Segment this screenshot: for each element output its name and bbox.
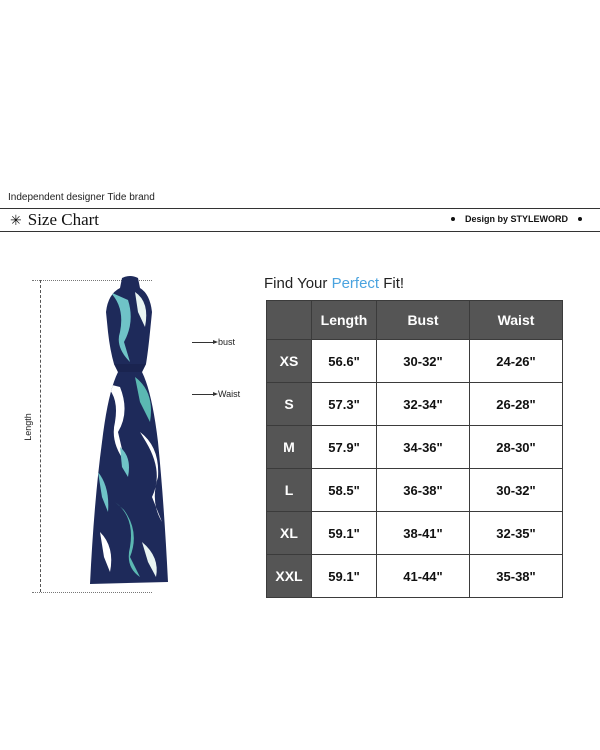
waist-cell: 30-32" bbox=[470, 469, 563, 512]
bust-cell: 34-36" bbox=[377, 426, 470, 469]
column-header-size bbox=[267, 301, 312, 340]
arrow-right-icon bbox=[192, 394, 216, 395]
length-bottom-guide bbox=[32, 592, 152, 593]
length-cell: 56.6" bbox=[312, 340, 377, 383]
length-cell: 58.5" bbox=[312, 469, 377, 512]
waist-cell: 35-38" bbox=[470, 555, 563, 598]
bullet-icon bbox=[451, 217, 455, 221]
size-chart-header bbox=[0, 208, 600, 232]
table-row bbox=[267, 469, 563, 512]
table-row bbox=[267, 512, 563, 555]
dress-illustration bbox=[20, 272, 260, 602]
table-title bbox=[264, 275, 404, 292]
size-cell: XXL bbox=[267, 555, 312, 598]
bust-cell: 32-34" bbox=[377, 383, 470, 426]
length-cell: 59.1" bbox=[312, 512, 377, 555]
brand-tagline: Independent designer Tide brand bbox=[8, 192, 155, 203]
header-title-text: Size Chart bbox=[27, 210, 100, 229]
waist-cell: 32-35" bbox=[470, 512, 563, 555]
bust-label: bust bbox=[218, 337, 236, 347]
bullet-icon bbox=[578, 217, 582, 221]
dress-image bbox=[80, 272, 180, 592]
arrow-right-icon bbox=[192, 342, 216, 343]
table-row bbox=[267, 383, 563, 426]
size-cell: M bbox=[267, 426, 312, 469]
waist-cell: 26-28" bbox=[470, 383, 563, 426]
page-title bbox=[10, 210, 99, 230]
size-cell: L bbox=[267, 469, 312, 512]
size-cell: XS bbox=[267, 340, 312, 383]
credit-text: Design by STYLEWORD bbox=[464, 214, 568, 224]
waist-label: Waist bbox=[218, 389, 241, 399]
bust-cell: 30-32" bbox=[377, 340, 470, 383]
length-cell: 59.1" bbox=[312, 555, 377, 598]
size-cell: XL bbox=[267, 512, 312, 555]
table-title-suffix: Fit! bbox=[379, 275, 405, 292]
bust-indicator bbox=[192, 337, 235, 347]
table-row bbox=[267, 340, 563, 383]
table-row bbox=[267, 555, 563, 598]
table-title-prefix: Find Your bbox=[264, 275, 332, 292]
designer-credit bbox=[441, 214, 592, 224]
length-label: Length bbox=[22, 413, 33, 441]
table-title-accent: Perfect bbox=[331, 275, 380, 292]
column-header-length: Length bbox=[312, 301, 377, 340]
bust-cell: 41-44" bbox=[377, 555, 470, 598]
length-dimension-line bbox=[40, 280, 43, 592]
size-chart-table bbox=[266, 300, 563, 598]
table-row bbox=[267, 426, 563, 469]
length-cell: 57.3" bbox=[312, 383, 377, 426]
length-cell: 57.9" bbox=[312, 426, 377, 469]
waist-cell: 24-26" bbox=[470, 340, 563, 383]
waist-indicator bbox=[192, 389, 240, 399]
column-header-bust: Bust bbox=[377, 301, 470, 340]
asterisk-icon: ✳ bbox=[10, 214, 22, 229]
column-header-waist: Waist bbox=[470, 301, 563, 340]
waist-cell: 28-30" bbox=[470, 426, 563, 469]
size-cell: S bbox=[267, 383, 312, 426]
bust-cell: 36-38" bbox=[377, 469, 470, 512]
table-header-row bbox=[267, 301, 563, 340]
bust-cell: 38-41" bbox=[377, 512, 470, 555]
